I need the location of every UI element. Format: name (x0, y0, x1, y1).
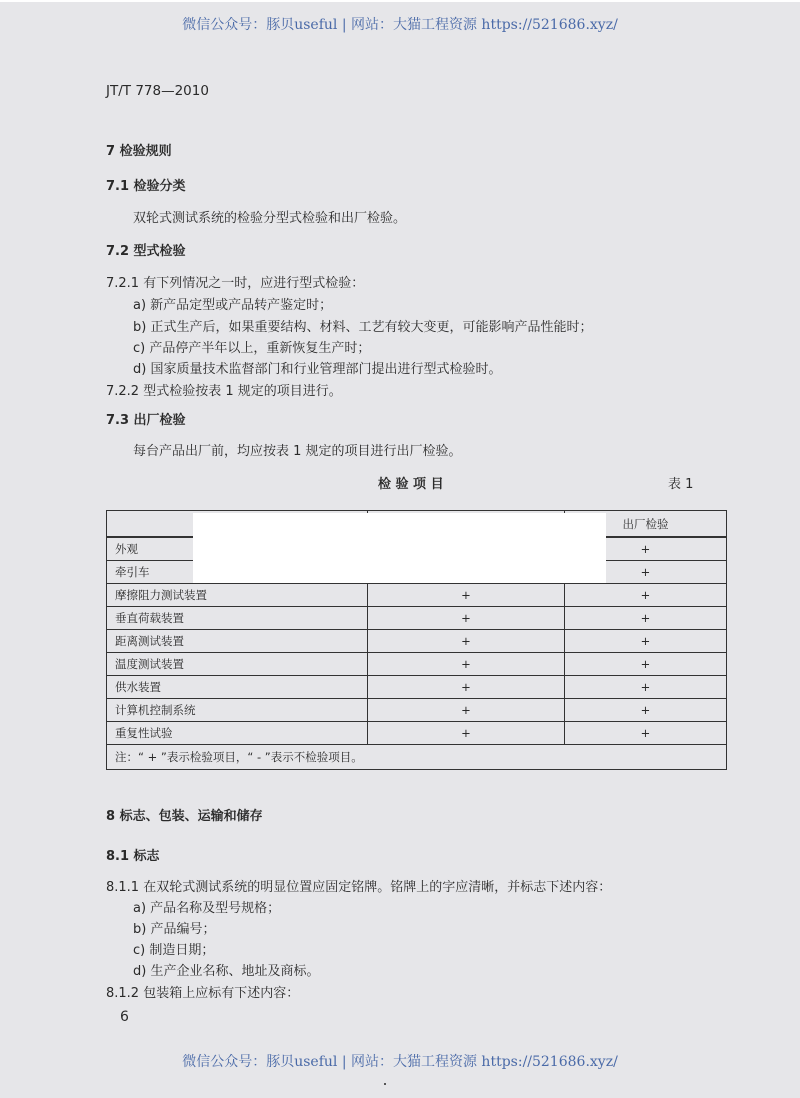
list-item: a) 新产品定型或产品转产鉴定时； (133, 298, 333, 313)
table-row (107, 722, 727, 745)
list-item: b) 产品编号； (133, 922, 216, 937)
paragraph: 双轮式测试系统的检验分型式检验和出厂检验。 (133, 211, 407, 226)
watermark-top: 微信公众号：豚贝useful | 网站：大猫工程资源 https://521686.xyz/ (182, 17, 618, 33)
type-test-cell: + (368, 699, 565, 722)
table-row (107, 653, 727, 676)
top-edge (0, 0, 800, 2)
table-row (107, 676, 727, 699)
factory-test-cell: + (565, 537, 727, 561)
redaction-box (193, 513, 606, 583)
factory-test-cell: + (565, 722, 727, 745)
table-note: 注：“ + ”表示检验项目，“ - ”表示不检验项目。 (107, 745, 727, 770)
item-cell: 牵引车 (107, 561, 368, 584)
clause-7-2-1: 7.2.1 有下列情况之一时，应进行型式检验： (106, 276, 365, 291)
list-item: c) 产品停产半年以上，重新恢复生产时； (133, 341, 371, 356)
item-cell: 垂直荷载装置 (107, 607, 368, 630)
factory-test-cell: + (565, 699, 727, 722)
factory-test-cell: + (565, 561, 727, 584)
paragraph: 每台产品出厂前，均应按表 1 规定的项目进行出厂检验。 (133, 444, 462, 459)
item-cell: 计算机控制系统 (107, 699, 368, 722)
type-test-cell: + (368, 584, 565, 607)
list-item: d) 生产企业名称、地址及商标。 (133, 964, 320, 979)
factory-test-cell: + (565, 584, 727, 607)
section-7-1-heading: 7.1 检验分类 (106, 179, 186, 194)
table-label: 表 1 (668, 477, 694, 492)
type-test-cell: + (368, 722, 565, 745)
table-note-row (107, 745, 727, 770)
header-cell-factory: 出厂检验 (565, 511, 727, 538)
factory-test-cell: + (565, 607, 727, 630)
section-7-heading: 7 检验规则 (106, 144, 172, 159)
table-row (107, 584, 727, 607)
list-item: d) 国家质量技术监督部门和行业管理部门提出进行型式检验时。 (133, 362, 502, 377)
item-cell: 摩擦阻力测试装置 (107, 584, 368, 607)
type-test-cell: + (368, 607, 565, 630)
clause-7-2-2: 7.2.2 型式检验按表 1 规定的项目进行。 (106, 384, 342, 399)
list-item: c) 制造日期； (133, 943, 215, 958)
type-test-cell: + (368, 676, 565, 699)
section-7-2-heading: 7.2 型式检验 (106, 244, 186, 259)
clause-8-1-2: 8.1.2 包装箱上应标有下述内容： (106, 986, 300, 1001)
section-8-1-heading: 8.1 标志 (106, 849, 160, 864)
item-cell: 外观 (107, 537, 368, 561)
item-cell: 重复性试验 (107, 722, 368, 745)
type-test-cell: + (368, 653, 565, 676)
table-title: 检 验 项 目 (378, 477, 444, 492)
list-item: b) 正式生产后，如果重要结构、材料、工艺有较大变更，可能影响产品性能时； (133, 320, 593, 335)
table-row (107, 699, 727, 722)
table-row (107, 630, 727, 653)
factory-test-cell: + (565, 676, 727, 699)
factory-test-cell: + (565, 630, 727, 653)
page-number: 6 (120, 1009, 129, 1025)
section-7-3-heading: 7.3 出厂检验 (106, 413, 186, 428)
section-8-heading: 8 标志、包装、运输和储存 (106, 809, 263, 824)
doc-header: JT/T 778—2010 (106, 83, 209, 99)
item-cell: 距离测试装置 (107, 630, 368, 653)
watermark-bottom: 微信公众号：豚贝useful | 网站：大猫工程资源 https://521686.xyz/ (182, 1054, 618, 1070)
item-cell: 供水装置 (107, 676, 368, 699)
list-item: a) 产品名称及型号规格； (133, 901, 281, 916)
clause-8-1-1: 8.1.1 在双轮式测试系统的明显位置应固定铭牌。铭牌上的字应清晰，并标志下述内容： (106, 880, 612, 895)
table-row (107, 607, 727, 630)
type-test-cell: + (368, 630, 565, 653)
item-cell: 温度测试装置 (107, 653, 368, 676)
factory-test-cell: + (565, 653, 727, 676)
scan-speck (384, 1083, 386, 1085)
